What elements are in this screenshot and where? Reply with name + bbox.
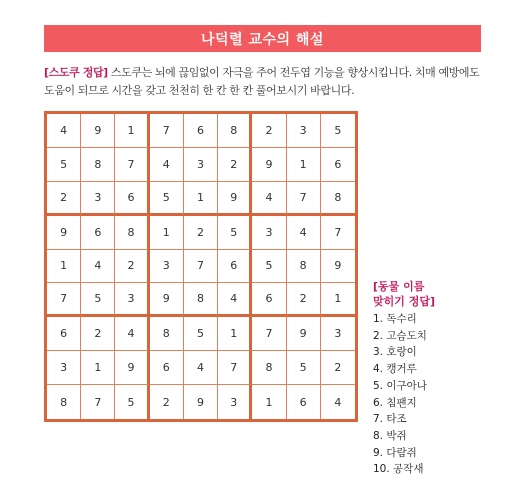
sudoku-cell: 4 bbox=[184, 351, 218, 385]
sudoku-cell: 6 bbox=[81, 216, 115, 250]
sudoku-cell: 7 bbox=[218, 351, 252, 385]
sudoku-cell: 1 bbox=[81, 351, 115, 385]
intro-paragraph bbox=[44, 64, 484, 100]
sudoku-cell: 8 bbox=[150, 317, 184, 351]
sudoku-cell: 4 bbox=[81, 250, 115, 284]
sudoku-cell: 3 bbox=[47, 351, 81, 385]
sudoku-cell: 2 bbox=[184, 216, 218, 250]
sudoku-cell: 2 bbox=[287, 283, 321, 317]
sudoku-cell: 9 bbox=[47, 216, 81, 250]
sudoku-cell: 9 bbox=[218, 182, 252, 216]
banner-title: 나덕렬 교수의 해설 bbox=[201, 31, 324, 48]
sudoku-cell: 5 bbox=[252, 250, 286, 284]
sudoku-cell: 1 bbox=[252, 385, 286, 419]
sudoku-cell: 9 bbox=[150, 283, 184, 317]
sudoku-cell: 2 bbox=[150, 385, 184, 419]
answer-item: 4. 캥거루 bbox=[373, 363, 417, 376]
sudoku-cell: 4 bbox=[150, 148, 184, 182]
sudoku-cell: 4 bbox=[218, 283, 252, 317]
sudoku-cell: 3 bbox=[218, 385, 252, 419]
sudoku-cell: 3 bbox=[150, 250, 184, 284]
answer-item: 3. 호랑이 bbox=[373, 346, 417, 359]
sudoku-cell: 6 bbox=[321, 148, 355, 182]
sudoku-cell: 5 bbox=[218, 216, 252, 250]
intro-text: 스도쿠는 뇌에 끊임없이 자극을 주어 전두엽 기능을 향상시킵니다. 치매 예방에도 도움이 되므로 시간을 갖고 천천히 한 칸 한 칸 풀어보시기 바랍니다. bbox=[44, 66, 480, 97]
sudoku-cell: 3 bbox=[81, 182, 115, 216]
sudoku-cell: 1 bbox=[321, 283, 355, 317]
answers-heading-line-2: 맞히기 정답] bbox=[373, 295, 435, 308]
answer-item: 7. 타조 bbox=[373, 413, 407, 426]
sudoku-cell: 2 bbox=[321, 351, 355, 385]
intro-tag: [스도쿠 정답] bbox=[44, 66, 108, 79]
sudoku-cell: 9 bbox=[184, 385, 218, 419]
sudoku-cell: 5 bbox=[81, 283, 115, 317]
sudoku-cell: 7 bbox=[115, 148, 149, 182]
answer-item: 1. 독수리 bbox=[373, 313, 417, 325]
sudoku-cell: 8 bbox=[218, 114, 252, 148]
sudoku-cell: 9 bbox=[252, 148, 286, 182]
sudoku-cell: 5 bbox=[150, 182, 184, 216]
answer-item: 2. 고슴도치 bbox=[373, 329, 427, 342]
sudoku-cell: 8 bbox=[252, 351, 286, 385]
sudoku-cell: 8 bbox=[47, 385, 81, 419]
sudoku-cell: 3 bbox=[287, 114, 321, 148]
sudoku-cell: 6 bbox=[150, 351, 184, 385]
sudoku-cell: 2 bbox=[218, 148, 252, 182]
sudoku-cell: 1 bbox=[115, 114, 149, 148]
sudoku-cell: 4 bbox=[115, 317, 149, 351]
sudoku-cell: 6 bbox=[115, 182, 149, 216]
sudoku-cell: 6 bbox=[252, 283, 286, 317]
sudoku-cell: 8 bbox=[287, 250, 321, 284]
sudoku-cell: 2 bbox=[47, 182, 81, 216]
sudoku-cell: 3 bbox=[321, 317, 355, 351]
sudoku-cell: 5 bbox=[287, 351, 321, 385]
sudoku-cell: 9 bbox=[287, 317, 321, 351]
sudoku-cell: 4 bbox=[287, 216, 321, 250]
sudoku-cell: 7 bbox=[252, 317, 286, 351]
sudoku-cell: 9 bbox=[115, 351, 149, 385]
sudoku-grid bbox=[44, 111, 358, 422]
sudoku-cell: 1 bbox=[287, 148, 321, 182]
sudoku-cell: 7 bbox=[47, 283, 81, 317]
sudoku-cell: 1 bbox=[218, 317, 252, 351]
sudoku-cell: 2 bbox=[81, 317, 115, 351]
answer-item: 10. 공작새 bbox=[373, 463, 424, 476]
sudoku-cell: 9 bbox=[81, 114, 115, 148]
sudoku-cell: 5 bbox=[321, 114, 355, 148]
answer-list bbox=[373, 311, 513, 478]
sudoku-cell: 7 bbox=[81, 385, 115, 419]
answer-item: 5. 이구아나 bbox=[373, 379, 427, 392]
sudoku-cell: 2 bbox=[115, 250, 149, 284]
sudoku-cell: 8 bbox=[115, 216, 149, 250]
answers-heading bbox=[373, 279, 513, 309]
sudoku-cell: 6 bbox=[47, 317, 81, 351]
section-banner bbox=[44, 25, 481, 52]
sudoku-cell: 3 bbox=[252, 216, 286, 250]
animal-answers bbox=[373, 279, 513, 478]
sudoku-cell: 8 bbox=[81, 148, 115, 182]
answers-heading-line-1: [동물 이름 bbox=[373, 280, 425, 293]
sudoku-cell: 5 bbox=[115, 385, 149, 419]
sudoku-cell: 1 bbox=[184, 182, 218, 216]
sudoku-cell: 7 bbox=[184, 250, 218, 284]
sudoku-cell: 5 bbox=[47, 148, 81, 182]
sudoku-cell: 3 bbox=[115, 283, 149, 317]
sudoku-cell: 5 bbox=[184, 317, 218, 351]
sudoku-cell: 1 bbox=[150, 216, 184, 250]
sudoku-cell: 8 bbox=[321, 182, 355, 216]
sudoku-cell: 3 bbox=[184, 148, 218, 182]
sudoku-cell: 9 bbox=[321, 250, 355, 284]
sudoku-cell: 4 bbox=[252, 182, 286, 216]
sudoku-cell: 6 bbox=[287, 385, 321, 419]
sudoku-cell: 6 bbox=[184, 114, 218, 148]
sudoku-cell: 6 bbox=[218, 250, 252, 284]
sudoku-cell: 1 bbox=[47, 250, 81, 284]
answer-item: 9. 다람쥐 bbox=[373, 446, 417, 459]
sudoku-cell: 2 bbox=[252, 114, 286, 148]
sudoku-cell: 7 bbox=[321, 216, 355, 250]
sudoku-cell: 4 bbox=[334, 395, 342, 409]
sudoku-cell: 7 bbox=[150, 114, 184, 148]
sudoku-cell: 7 bbox=[287, 182, 321, 216]
answer-item: 8. 박쥐 bbox=[373, 429, 407, 442]
sudoku-cell: 4 bbox=[47, 114, 81, 148]
answer-item: 6. 침팬지 bbox=[373, 396, 417, 409]
sudoku-cell: 8 bbox=[184, 283, 218, 317]
